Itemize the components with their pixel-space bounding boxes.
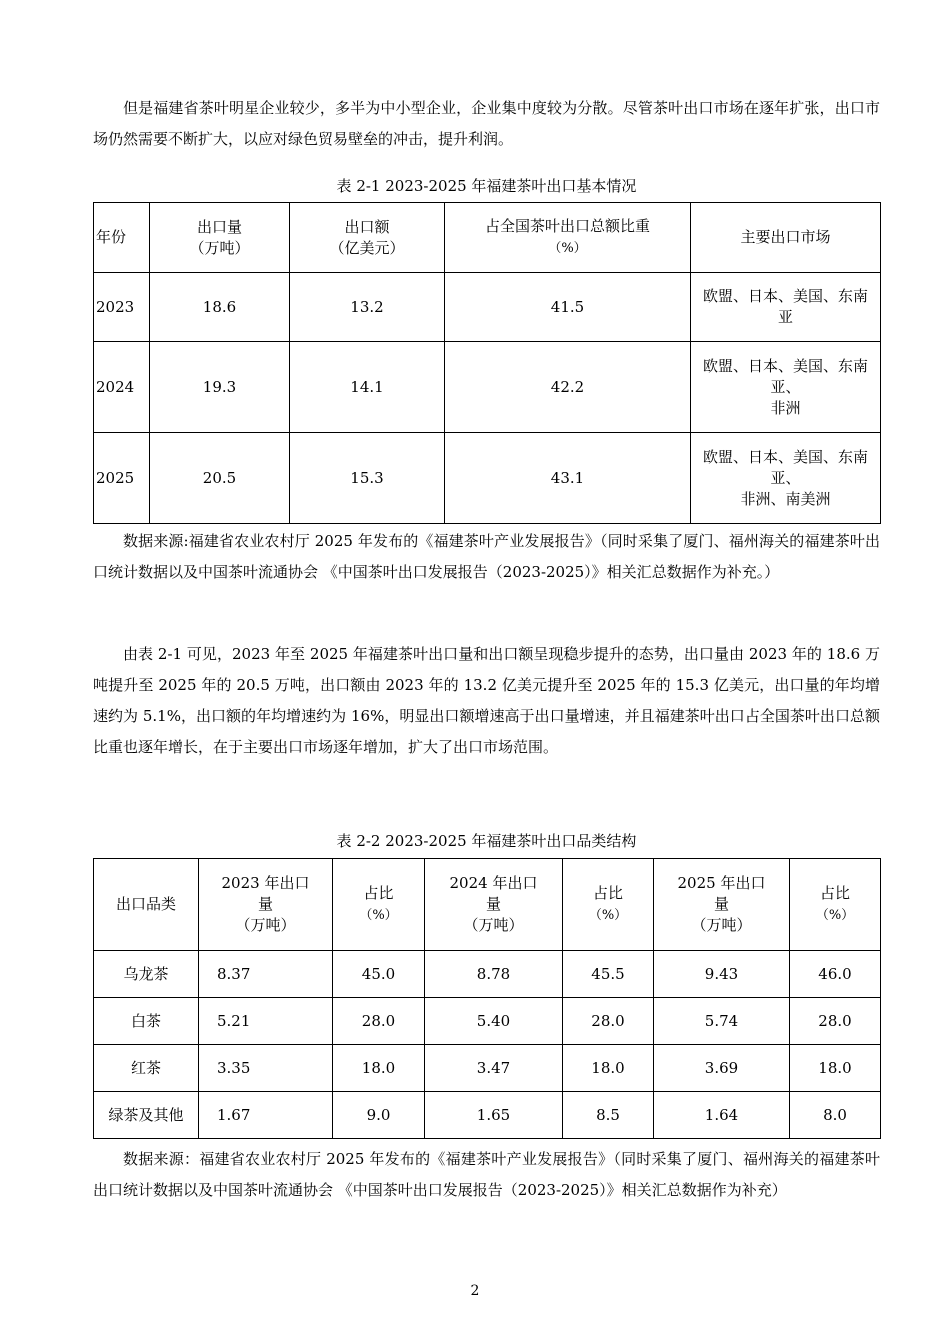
header-volume-2024: 2024 年出口 量 （万吨） bbox=[425, 859, 563, 951]
cell-volume-2024: 5.40 bbox=[425, 998, 563, 1045]
table-row bbox=[94, 1045, 881, 1092]
table-row bbox=[94, 1092, 881, 1139]
table1-header-row bbox=[94, 203, 881, 273]
cell-volume-2025: 1.64 bbox=[654, 1092, 790, 1139]
cell-category: 绿茶及其他 bbox=[94, 1092, 199, 1139]
cell-share-2023: 28.0 bbox=[333, 998, 425, 1045]
table1-caption: 表 2-1 2023-2025 年福建茶叶出口基本情况 bbox=[336, 177, 637, 195]
cell-volume: 19.3 bbox=[150, 342, 290, 433]
table2-caption: 表 2-2 2023-2025 年福建茶叶出口品类结构 bbox=[336, 832, 637, 850]
cell-share-2025: 46.0 bbox=[790, 951, 881, 998]
cell-category: 乌龙茶 bbox=[94, 951, 199, 998]
header-share-2023: 占比 （%） bbox=[333, 859, 425, 951]
cell-share-2024: 45.5 bbox=[563, 951, 654, 998]
cell-markets: 欧盟、日本、美国、东南 亚 bbox=[691, 273, 881, 342]
cell-share-2024: 18.0 bbox=[563, 1045, 654, 1092]
cell-markets: 欧盟、日本、美国、东南 亚、 非洲、南美洲 bbox=[691, 433, 881, 524]
cell-year: 2025 bbox=[94, 433, 150, 524]
cell-volume-2024: 1.65 bbox=[425, 1092, 563, 1139]
cell-share: 42.2 bbox=[445, 342, 691, 433]
header-value: 出口额 （亿美元） bbox=[290, 203, 445, 273]
cell-value: 15.3 bbox=[290, 433, 445, 524]
table-row bbox=[94, 951, 881, 998]
analysis-paragraph: 由表 2-1 可见，2023 年至 2025 年福建茶叶出口量和出口额呈现稳步提升的态势，出口量由 2023 年的 18.6 万吨提升至 2025 年的 20.5 万吨，出口额由 2023 年的 13.2 亿美元提升至 2025 年的 15.3 亿美元，出口量的年均增速约为 5.1%，出口额的年均增速约为 16%，明显出口额增速高于出口量增速，并且福建茶叶出口占全国茶叶出口总额比重也逐年增长，在于主要出口市场逐年增加，扩大了出口市场范围。 bbox=[93, 645, 880, 756]
cell-share-2023: 45.0 bbox=[333, 951, 425, 998]
table-export-categories bbox=[93, 858, 881, 1139]
cell-value: 13.2 bbox=[290, 273, 445, 342]
cell-volume-2023: 5.21 bbox=[199, 998, 333, 1045]
cell-volume-2023: 8.37 bbox=[199, 951, 333, 998]
cell-year: 2024 bbox=[94, 342, 150, 433]
cell-volume-2024: 3.47 bbox=[425, 1045, 563, 1092]
header-share: 占全国茶叶出口总额比重 （%） bbox=[445, 203, 691, 273]
cell-volume-2024: 8.78 bbox=[425, 951, 563, 998]
cell-volume: 20.5 bbox=[150, 433, 290, 524]
header-markets: 主要出口市场 bbox=[691, 203, 881, 273]
header-volume-2025: 2025 年出口 量 （万吨） bbox=[654, 859, 790, 951]
cell-category: 白茶 bbox=[94, 998, 199, 1045]
cell-share-2024: 28.0 bbox=[563, 998, 654, 1045]
cell-share-2023: 18.0 bbox=[333, 1045, 425, 1092]
cell-share-2025: 8.0 bbox=[790, 1092, 881, 1139]
intro-paragraph: 但是福建省茶叶明星企业较少，多半为中小型企业，企业集中度较为分散。尽管茶叶出口市场在逐年扩张，出口市场仍然需要不断扩大，以应对绿色贸易壁垒的冲击，提升利润。 bbox=[93, 99, 880, 148]
table-row bbox=[94, 433, 881, 524]
table-row bbox=[94, 273, 881, 342]
page-number: 2 bbox=[470, 1283, 480, 1299]
cell-volume: 18.6 bbox=[150, 273, 290, 342]
cell-volume-2025: 9.43 bbox=[654, 951, 790, 998]
cell-volume-2025: 3.69 bbox=[654, 1045, 790, 1092]
header-volume-2023: 2023 年出口 量 （万吨） bbox=[199, 859, 333, 951]
table2-header-row bbox=[94, 859, 881, 951]
cell-share: 41.5 bbox=[445, 273, 691, 342]
header-year: 年份 bbox=[94, 203, 150, 273]
header-share-2025: 占比 （%） bbox=[790, 859, 881, 951]
cell-markets: 欧盟、日本、美国、东南 亚、 非洲 bbox=[691, 342, 881, 433]
cell-share-2025: 18.0 bbox=[790, 1045, 881, 1092]
cell-category: 红茶 bbox=[94, 1045, 199, 1092]
cell-year: 2023 bbox=[94, 273, 150, 342]
header-volume: 出口量 （万吨） bbox=[150, 203, 290, 273]
cell-volume-2023: 3.35 bbox=[199, 1045, 333, 1092]
header-category: 出口品类 bbox=[94, 859, 199, 951]
table-row bbox=[94, 342, 881, 433]
table-export-overview bbox=[93, 202, 881, 524]
source-note-2: 数据来源：福建省农业农村厅 2025 年发布的《福建茶叶产业发展报告》（同时采集了厦门、福州海关的福建茶叶出口统计数据以及中国茶叶流通协会 《中国茶叶出口发展报告（2023-2025）》相关汇总数据作为补充） bbox=[93, 1150, 880, 1199]
cell-volume-2025: 5.74 bbox=[654, 998, 790, 1045]
cell-volume-2023: 1.67 bbox=[199, 1092, 333, 1139]
header-share-2024: 占比 （%） bbox=[563, 859, 654, 951]
cell-share-2025: 28.0 bbox=[790, 998, 881, 1045]
cell-share-2024: 8.5 bbox=[563, 1092, 654, 1139]
table-row bbox=[94, 998, 881, 1045]
cell-share-2023: 9.0 bbox=[333, 1092, 425, 1139]
cell-value: 14.1 bbox=[290, 342, 445, 433]
cell-share: 43.1 bbox=[445, 433, 691, 524]
source-note-1: 数据来源:福建省农业农村厅 2025 年发布的《福建茶叶产业发展报告》（同时采集了厦门、福州海关的福建茶叶出口统计数据以及中国茶叶流通协会 《中国茶叶出口发展报告（2023-2025）》相关汇总数据作为补充。） bbox=[93, 532, 880, 581]
